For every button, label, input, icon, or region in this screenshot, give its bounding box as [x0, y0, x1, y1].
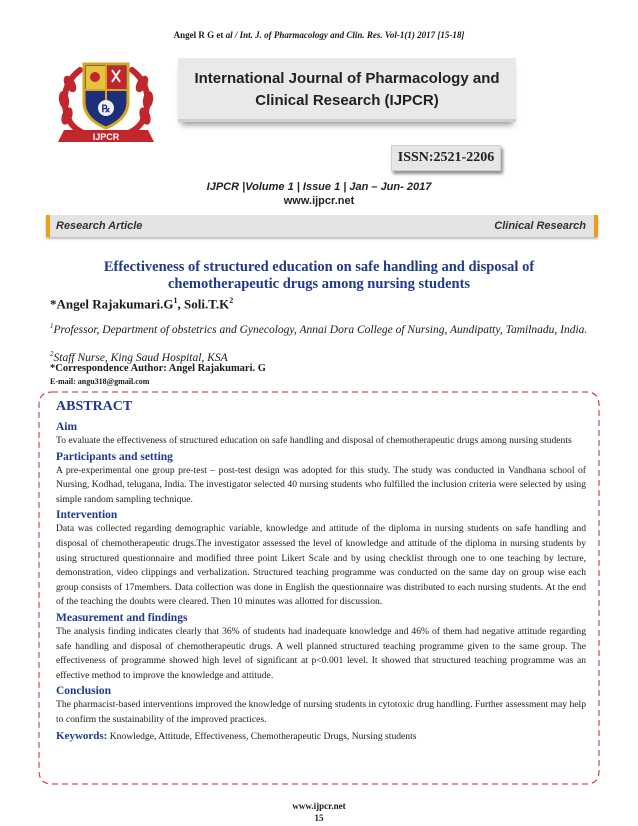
paper-title [60, 259, 578, 293]
paper-title-line: chemotherapeutic drugs among nursing students [167, 276, 471, 292]
section-heading-intervention: Intervention [56, 509, 118, 522]
keywords [56, 729, 586, 744]
issn-badge: ISSN:2521-2206 [391, 145, 501, 171]
affiliation-1-text: Professor, Department of obstetrics and Gynecology, Annai Dora College of Nursing, Aundipatty, Tamilnadu, India. [53, 323, 588, 336]
correspondence-email[interactable]: E-mail: angu318@gmail.com [50, 377, 150, 386]
affiliation-2-text: Staff Nurse, King Saud Hospital, KSA [53, 351, 228, 364]
section-body-aim: To evaluate the effectiveness of structured education on safe handling and disposal of chemotherapeutic drugs among nursing students [56, 435, 572, 446]
affiliation-1 [50, 318, 588, 338]
section-body-participants: A pre-experimental one group pre-test – post-test design was adopted for this study. The study was conducted in Vandhana school of Nursing, Kodhad, telugana, India. The investigator selected 40 nursing students who fulfilled the inclusion criteria were selected by using simple random sampling technique. [56, 464, 586, 505]
footer-website[interactable]: www.ijpcr.net [292, 801, 346, 811]
author-list [50, 296, 233, 312]
author-1-sup: 1 [173, 296, 178, 305]
keywords-list: Knowledge, Attitude, Effectiveness, Chemotherapeutic Drugs, Nursing students [107, 730, 417, 742]
running-head-authors: Angel R G et [173, 30, 226, 40]
author-1: *Angel Rajakumari.G [50, 296, 174, 312]
article-type-label: Research Article [56, 220, 143, 232]
ijpcr-logo [50, 50, 162, 148]
article-category-label: Clinical Research [494, 220, 586, 232]
running-head-journal: al / Int. J. of Pharmacology and Clin. Res. Vol-1(1) 2017 [15-18] [225, 30, 465, 40]
journal-website[interactable]: www.ijpcr.net [283, 195, 355, 207]
section-heading-conclusion: Conclusion [56, 685, 111, 698]
ijpcr-crest-logo-icon [50, 50, 162, 148]
author-2-sup: 2 [229, 296, 234, 305]
journal-banner [178, 58, 516, 122]
section-body-intervention: Data was collected regarding demographic variable, knowledge and attitude of the diploma in nursing students on safe handling and disposal of chemotherapeutic drugs.The investigator assessed the level of knowledge and attitude of the diploma in nursing students by using structured questionnaire and modified three point Likert Scale and by using checklist through one to one teaching by lecture, demonstration, video clippings and verbalization. Structured teaching programme was conducted on the same day on group wise each group consists of 17members. Data collection was done in English the questionnaire was distributed to each nursing students. At the end of the teaching the doubts were cleared. Then 10 minutes was allotted for discussion. [56, 523, 586, 608]
journal-title-line1: International Journal of Pharmacology and [194, 70, 500, 87]
abstract [56, 399, 586, 744]
page-number: 15 [314, 813, 324, 823]
keywords-label: Keywords: [56, 729, 108, 742]
author-2: , Soli.T.K [177, 296, 230, 312]
logo-text: IJPCR [92, 132, 120, 142]
section-body-conclusion: The pharmacist-based interventions improved the knowledge of nursing students in cytotoxic drug handling. Further assessment may help to confirm the sustainability of the improved practices. [56, 699, 586, 725]
article-type-bar [46, 215, 598, 237]
affiliation-2-sup: 2 [50, 350, 54, 358]
volume-line: IJPCR |Volume 1 | Issue 1 | Jan – Jun- 2017 [206, 181, 432, 193]
svg-text:℞: ℞ [101, 104, 111, 115]
running-head [0, 30, 638, 40]
paper-title-line: Effectiveness of structured education on safe handling and disposal of [103, 259, 535, 275]
correspondence-author: *Correspondence Author: Angel Rajakumari. G [50, 363, 266, 374]
section-body-findings: The analysis finding indicates clearly that 36% of students had inadequate knowledge and 46% of them had negative attitude regarding safe handling and disposal of chemotherapeutic drugs. A well planned structured teaching programme given to the same group. The effectiveness of programme showed high level of significant at p<0.001 level. It showed that structured teaching programme was an effective method to improve the knowledge and attitude. [56, 625, 586, 681]
affiliation-1-sup: 1 [50, 322, 54, 330]
section-heading-participants: Participants and setting [56, 450, 173, 463]
section-heading-aim: Aim [56, 421, 78, 433]
journal-title-line2: Clinical Research (IJPCR) [255, 92, 439, 109]
abstract-title: ABSTRACT [56, 399, 133, 414]
section-heading-findings: Measurement and findings [56, 611, 188, 624]
